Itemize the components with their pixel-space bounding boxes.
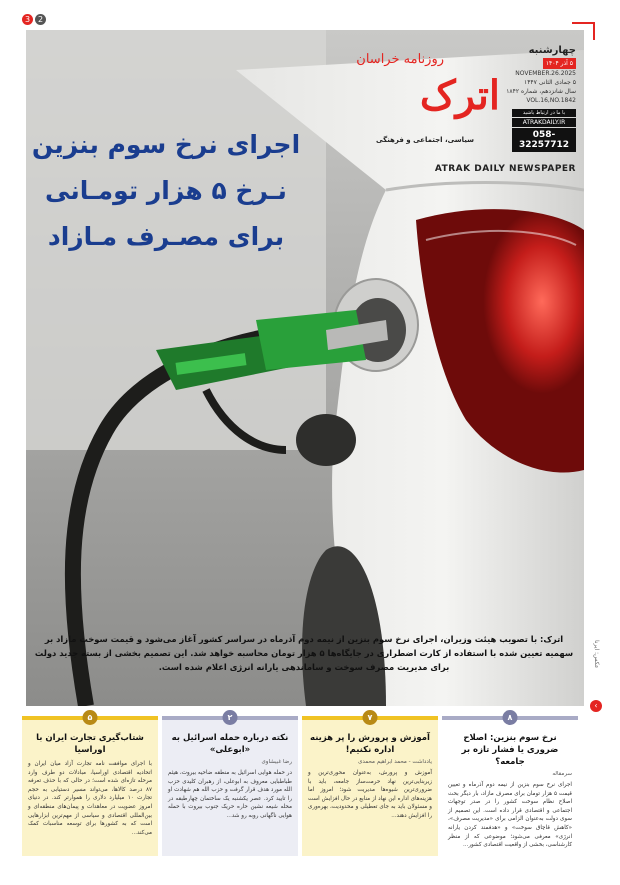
teaser-title: شتاب‌گیری تجارت ایران با اوراسیا xyxy=(36,733,144,755)
issue-number: سال شانزدهم، شماره ۱۸۴۲ xyxy=(506,88,576,95)
gregorian-date: NOVEMBER.26.2025 xyxy=(515,70,576,77)
newspaper-logo xyxy=(354,52,504,162)
hijri-date: ۵ جمادی الثانی ۱۴۴۷ xyxy=(523,79,576,86)
teaser-body: آموزش و پرورش، به‌عنوان محوری‌ترین و زیربنایی‌ترین نهاد حرمت‌ساز جامعه، باید با ضروری‌ترین شیوه‌ها مدیریت شود؛ امروز اما هزینه‌های اداره این نهاد از منابع در حال افزایش است و مسئولان باید به جای تعطیلی و محدودیت، بهره‌وری را افزایش دهند... xyxy=(308,770,432,819)
teaser-body: با اجرای موافقت نامه تجارت آزاد میان ایران و اتحادیه اقتصادی اوراسیا، مبادلات دو طرف وارد مرحله تازه‌ای شده است؛ در حالی که با حذف تعرفه ۸۷ درصد کالاها، می‌تواند مسیر دستیابی به حجم تجارت ۱۰ میلیارد دلاری را هموارتر کند. در دنیای امروز عضویت در معاهدات و پیمان‌های منطقه‌ای و بین‌المللی اقتصادی و سیاسی از مهم‌ترین ابزارهایی است که به کشورها برای توسعه مناسبات کمک می‌کند... xyxy=(28,761,152,836)
frame-right-line xyxy=(593,22,595,40)
frame-top-line xyxy=(572,22,594,24)
photo-credit: عکس: ایرنا xyxy=(593,640,600,669)
logo-tagline: سیاسی، اجتماعی و فرهنگی xyxy=(376,136,474,144)
arrow-icon[interactable]: › xyxy=(590,700,602,712)
teaser-byline: سرمقاله xyxy=(552,771,572,777)
teaser-body: اجرای نرخ سوم بنزین از نیمه دوم آذرماه و تعیین قیمت ۵ هزار تومان برای مصرف مازاد، بار دیگر بحث اصلاح نظام سوخت کشور را در صدر توجهات اجتماعی و اقتصادی قرار داده است. این تصمیم از سوی دولت به‌عنوان الزامی برای «مدیریت مصرف»، «کاهش قاچاق سوخت» و «هدفمند کردن یارانه انرژی» معرفی می‌شود؛ موضوعی که از منظر کارشناسی، بخشی از واقعیت اقتصادی کشور... xyxy=(448,782,572,849)
logo-english: ATRAK DAILY NEWSPAPER xyxy=(434,164,576,174)
teaser-byline: رضا غبیشاوی xyxy=(261,759,292,765)
teaser-byline: یادداشت - محمد ابراهیم محمدی xyxy=(358,759,432,765)
website-link[interactable]: ATRAKDAILY.IR xyxy=(512,118,576,127)
phone-number: 058-32257712 xyxy=(512,128,576,152)
next-page-button[interactable]: 2 xyxy=(35,14,46,25)
page-number-badge: ۸ xyxy=(503,710,518,725)
page-number-badge: ۷ xyxy=(363,710,378,725)
teaser-box[interactable] xyxy=(162,713,298,856)
logo-script: روزنامه خراسان xyxy=(356,52,444,67)
contact-box xyxy=(512,109,576,152)
teaser-title: نکته درباره حمله اسرائیل به «ابوعلی» xyxy=(171,733,289,755)
page-number-badge: ۲ xyxy=(223,710,238,725)
weekday: چهارشنبه xyxy=(528,45,576,56)
teaser-box[interactable] xyxy=(302,713,438,856)
logo-word: اترک xyxy=(419,72,500,119)
page-nav xyxy=(22,14,46,25)
contact-note: با ما در ارتباط باشید xyxy=(512,109,576,117)
teaser-box[interactable] xyxy=(442,713,578,856)
masthead xyxy=(354,44,576,182)
teaser-box[interactable] xyxy=(22,713,158,856)
prev-page-button[interactable]: 3 xyxy=(22,14,33,25)
page-number-badge: ۵ xyxy=(83,710,98,725)
persian-date: ۵ آذر ۱۴۰۴ xyxy=(543,58,576,69)
headline-line-1: اجرای نرخ سوم بنزین xyxy=(31,130,301,159)
lead-paragraph: اترک: با تصویب هیئت وزیران، اجرای نرخ سوم بنزین از نیمه دوم آذرماه در سراسر کشور آغاز می‌شود و قیمت سوخت مازاد بر سهمیه تعیین شده با استفاده از کارت اضطراری در جایگاه‌ها ۵ هزار تومان محاسبه خواهد شد. این تصمیم بخشی از بسته جدید دولت برای مدیریت مصرف سوخت و ساماندهی یارانه انرژی اعلام شده است. xyxy=(34,634,574,672)
issue-number-en: VOL.16,NO.1842 xyxy=(526,97,576,104)
teaser-boxes xyxy=(22,713,578,856)
headline-line-3: برای مصـرف مـازاد xyxy=(47,222,285,251)
teaser-title: نرخ سوم بنزین: اصلاح ضروری یا فشار تازه بر جامعه؟ xyxy=(461,733,559,767)
teaser-body: در حمله هوایی اسرائیل به منطقه ضاحیه بیروت، هیثم طباطبایی معروف به ابوعلی، از رهبران کلیدی حزب الله مورد هدف قرار گرفت و حزب الله هم شهادت او را تایید کرد. عصر یکشنبه یک ساختمان چهارطبقه در محله شیعه نشین حاره حریک جنوب بیروت با حمله هوایی ناگهانی روبه رو شد... xyxy=(168,770,292,819)
date-box xyxy=(506,44,576,152)
teaser-title: آموزش و پرورش را پر هزینه اداره نکنیم! xyxy=(310,733,430,755)
headline-line-2: نـرخ ۵ هزار تومـانی xyxy=(45,176,287,205)
main-headline xyxy=(26,122,306,260)
